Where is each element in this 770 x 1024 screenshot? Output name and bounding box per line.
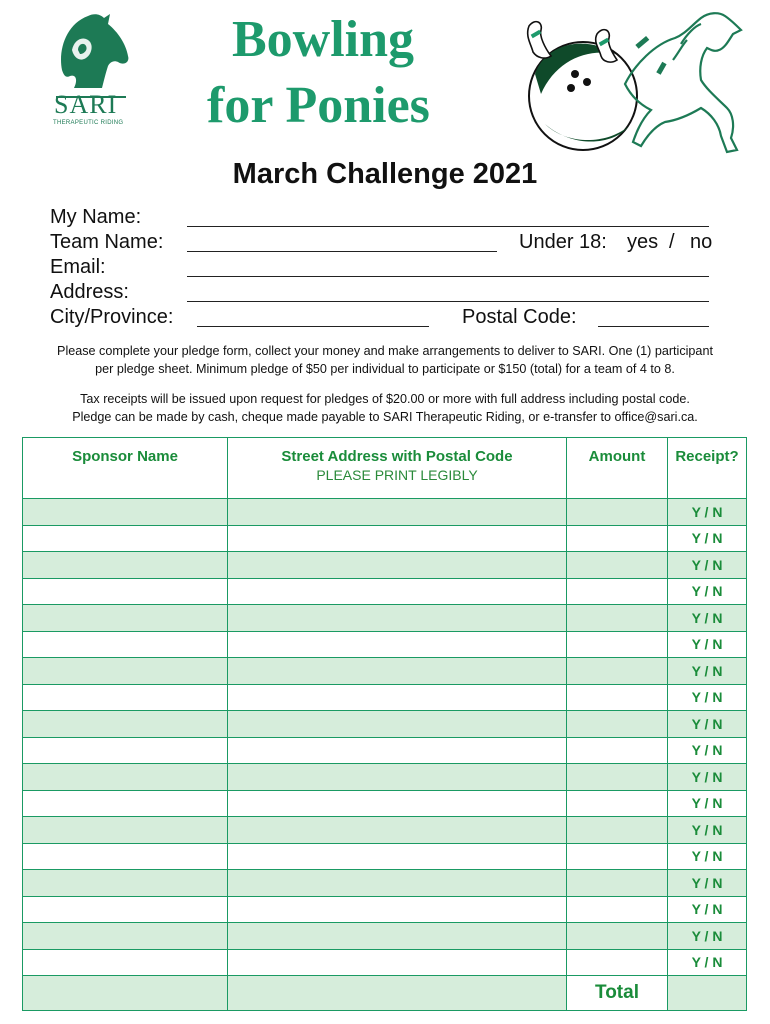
- table-row: [23, 525, 747, 552]
- receipt-cell[interactable]: Y / N: [668, 790, 747, 817]
- table-header-row: [23, 438, 747, 499]
- receipt-cell[interactable]: Y / N: [668, 499, 747, 526]
- street-address-cell[interactable]: [228, 552, 567, 579]
- instructions-paragraph: [10, 342, 760, 378]
- table-row: [23, 790, 747, 817]
- total-row: [23, 976, 747, 1011]
- receipt-cell[interactable]: Y / N: [668, 896, 747, 923]
- amount-cell[interactable]: [567, 525, 668, 552]
- amount-cell[interactable]: [567, 923, 668, 950]
- street-address-cell[interactable]: [228, 578, 567, 605]
- table-row: [23, 658, 747, 685]
- receipt-cell[interactable]: Y / N: [668, 658, 747, 685]
- table-row: [23, 711, 747, 738]
- street-address-cell[interactable]: [228, 525, 567, 552]
- street-address-cell[interactable]: [228, 896, 567, 923]
- street-address-cell[interactable]: [228, 870, 567, 897]
- receipt-cell[interactable]: Y / N: [668, 525, 747, 552]
- table-row: [23, 605, 747, 632]
- total-label: Total: [567, 976, 668, 1011]
- team-name-field[interactable]: [187, 251, 497, 252]
- street-address-cell[interactable]: [228, 605, 567, 632]
- sponsor-name-cell[interactable]: [23, 764, 228, 791]
- receipt-cell[interactable]: Y / N: [668, 684, 747, 711]
- amount-cell[interactable]: [567, 737, 668, 764]
- tax-receipt-paragraph: [10, 390, 760, 426]
- street-address-cell[interactable]: [228, 817, 567, 844]
- table-row: [23, 817, 747, 844]
- email-label: Email:: [50, 256, 106, 278]
- sponsor-name-cell[interactable]: [23, 896, 228, 923]
- table-row: [23, 870, 747, 897]
- receipt-cell[interactable]: Y / N: [668, 605, 747, 632]
- sponsor-name-cell[interactable]: [23, 684, 228, 711]
- street-address-header: Street Address with Postal Code PLEASE PRINT LEGIBLY: [228, 438, 567, 499]
- my-name-label: My Name:: [50, 206, 142, 228]
- email-field[interactable]: [187, 276, 709, 277]
- table-row: [23, 552, 747, 579]
- amount-cell[interactable]: [567, 605, 668, 632]
- sponsor-name-cell[interactable]: [23, 525, 228, 552]
- page-title: March Challenge 2021: [232, 158, 538, 190]
- city-province-field[interactable]: [197, 326, 429, 327]
- table-row: [23, 631, 747, 658]
- amount-cell[interactable]: [567, 817, 668, 844]
- logo-text: SARI: [54, 90, 118, 119]
- table-row: [23, 949, 747, 976]
- street-address-cell[interactable]: [228, 658, 567, 685]
- receipt-header: Receipt?: [668, 438, 747, 499]
- receipt-cell[interactable]: Y / N: [668, 711, 747, 738]
- amount-cell[interactable]: [567, 499, 668, 526]
- street-address-cell[interactable]: [228, 843, 567, 870]
- table-row: [23, 499, 747, 526]
- amount-cell[interactable]: [567, 631, 668, 658]
- team-name-label: Team Name:: [50, 231, 164, 253]
- table-row: [23, 923, 747, 950]
- under-18-yes-option[interactable]: yes: [627, 231, 659, 253]
- print-legibly-note: PLEASE PRINT LEGIBLY: [316, 467, 478, 483]
- sponsor-name-cell[interactable]: [23, 843, 228, 870]
- amount-cell[interactable]: [567, 870, 668, 897]
- sponsor-name-cell[interactable]: [23, 923, 228, 950]
- receipt-cell[interactable]: Y / N: [668, 870, 747, 897]
- amount-cell[interactable]: [567, 790, 668, 817]
- table-row: [23, 764, 747, 791]
- receipt-cell[interactable]: Y / N: [668, 764, 747, 791]
- street-address-cell[interactable]: [228, 923, 567, 950]
- amount-cell[interactable]: [567, 896, 668, 923]
- street-address-cell[interactable]: [228, 499, 567, 526]
- street-address-cell[interactable]: [228, 737, 567, 764]
- address-label: Address:: [50, 281, 129, 303]
- sponsor-name-cell[interactable]: [23, 711, 228, 738]
- sponsor-name-cell[interactable]: [23, 790, 228, 817]
- street-address-cell[interactable]: [228, 790, 567, 817]
- amount-cell[interactable]: [567, 711, 668, 738]
- sponsor-name-header: Sponsor Name: [23, 438, 228, 499]
- table-row: [23, 737, 747, 764]
- under-18-no-option[interactable]: no: [690, 231, 713, 253]
- receipt-cell[interactable]: Y / N: [668, 843, 747, 870]
- receipt-cell[interactable]: Y / N: [668, 737, 747, 764]
- total-amount-cell[interactable]: [668, 976, 747, 1011]
- address-field[interactable]: [187, 301, 709, 302]
- receipt-cell[interactable]: Y / N: [668, 631, 747, 658]
- table-row: [23, 896, 747, 923]
- amount-cell[interactable]: [567, 578, 668, 605]
- sponsor-name-cell[interactable]: [23, 578, 228, 605]
- total-row-blank: [228, 976, 567, 1011]
- street-address-cell[interactable]: [228, 764, 567, 791]
- sponsor-name-cell[interactable]: [23, 737, 228, 764]
- amount-cell[interactable]: [567, 658, 668, 685]
- street-address-cell[interactable]: [228, 711, 567, 738]
- city-province-label: City/Province:: [50, 306, 174, 328]
- amount-cell[interactable]: [567, 843, 668, 870]
- amount-header: Amount: [567, 438, 668, 499]
- logo-subtext: THERAPEUTIC RIDING: [53, 120, 124, 126]
- receipt-cell[interactable]: Y / N: [668, 923, 747, 950]
- under-18-label: Under 18:: [519, 231, 607, 253]
- under-18-separator: /: [669, 231, 675, 253]
- sponsor-name-cell[interactable]: [23, 499, 228, 526]
- amount-cell[interactable]: [567, 949, 668, 976]
- title-line-1: Bowling: [232, 11, 415, 68]
- sponsor-name-cell[interactable]: [23, 605, 228, 632]
- receipt-cell[interactable]: Y / N: [668, 817, 747, 844]
- sponsor-name-cell[interactable]: [23, 817, 228, 844]
- instructions-line-2: per pledge sheet. Minimum pledge of $50 per individual to participate or $150 (total) for a team of 4 to 8.: [95, 362, 675, 376]
- receipt-cell[interactable]: Y / N: [668, 578, 747, 605]
- amount-cell[interactable]: [567, 552, 668, 579]
- tax-receipt-line-1: Tax receipts will be issued upon request for pledges of $20.00 or more with full address including postal code.: [80, 392, 690, 406]
- my-name-field[interactable]: [187, 226, 709, 227]
- street-address-cell[interactable]: [228, 631, 567, 658]
- sponsor-name-cell[interactable]: [23, 658, 228, 685]
- total-row-blank: [23, 976, 228, 1011]
- table-row: [23, 843, 747, 870]
- sponsor-name-cell[interactable]: [23, 870, 228, 897]
- receipt-cell[interactable]: Y / N: [668, 949, 747, 976]
- postal-code-field[interactable]: [598, 326, 709, 327]
- bowling-horse-illustration: [505, 4, 767, 156]
- postal-code-label: Postal Code:: [462, 306, 577, 328]
- sponsor-name-cell[interactable]: [23, 552, 228, 579]
- table-row: [23, 578, 747, 605]
- amount-cell[interactable]: [567, 684, 668, 711]
- street-address-cell[interactable]: [228, 949, 567, 976]
- sponsor-name-cell[interactable]: [23, 949, 228, 976]
- sponsor-name-cell[interactable]: [23, 631, 228, 658]
- pledge-table: [22, 437, 747, 1011]
- street-address-cell[interactable]: [228, 684, 567, 711]
- amount-cell[interactable]: [567, 764, 668, 791]
- receipt-cell[interactable]: Y / N: [668, 552, 747, 579]
- table-row: [23, 684, 747, 711]
- tax-receipt-line-2: Pledge can be made by cash, cheque made payable to SARI Therapeutic Riding, or e-transfer to office@sari.ca.: [72, 410, 698, 424]
- title-line-2: for Ponies: [207, 77, 430, 134]
- instructions-line-1: Please complete your pledge form, collect your money and make arrangements to deliver to SARI. One (1) participant: [57, 344, 713, 358]
